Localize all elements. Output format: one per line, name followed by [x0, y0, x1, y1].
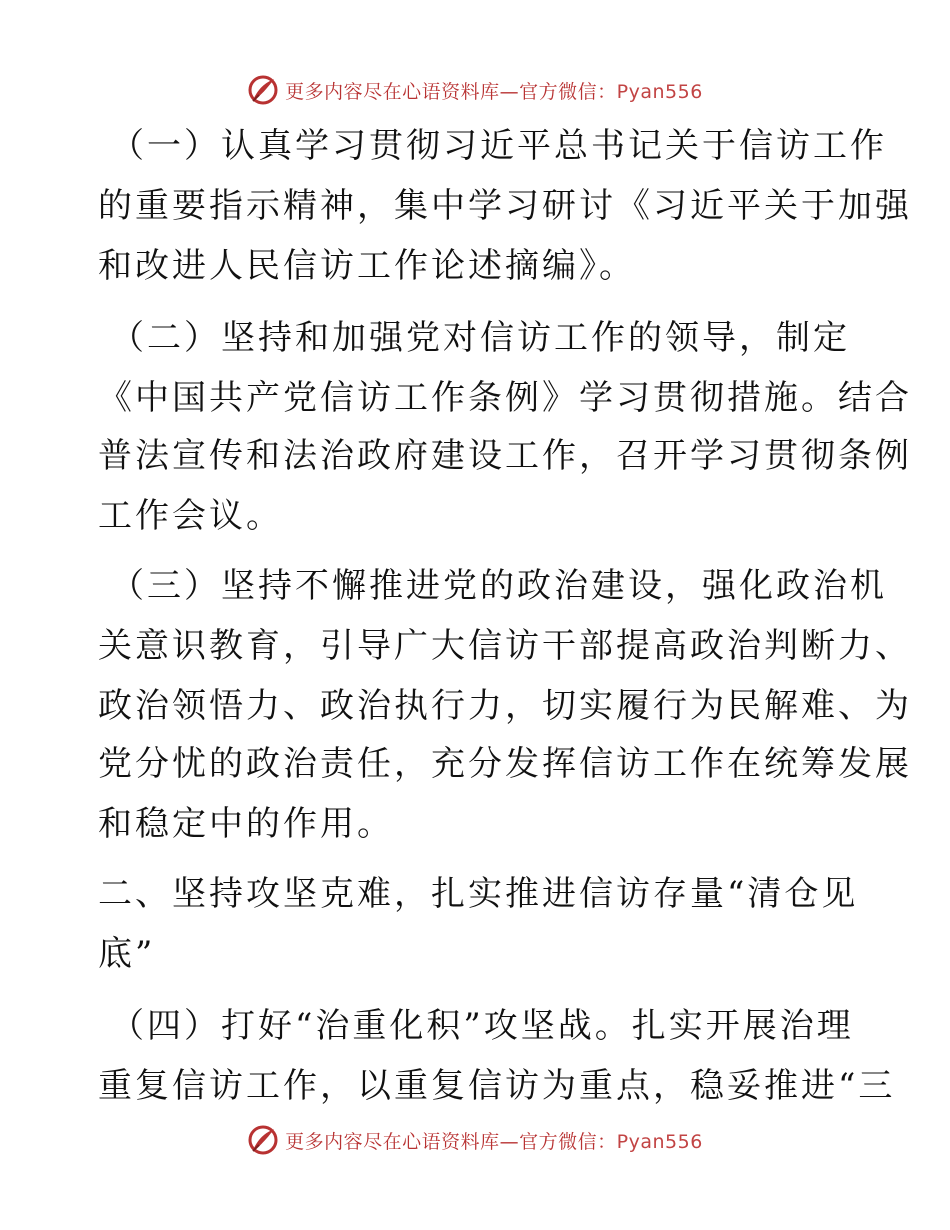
footer-banner-wechat-id: Pyan556: [616, 1130, 703, 1153]
quill-logo-icon: [247, 74, 279, 106]
paragraph-2-line-4: 工作会议。: [98, 496, 283, 536]
footer-banner-text: [285, 1127, 703, 1154]
paragraph-3-line-1: （三）坚持不懈推进党的政治建设，强化政治机: [110, 566, 887, 606]
header-banner-wechat-id: Pyan556: [616, 80, 703, 103]
header-banner-text: [285, 77, 703, 104]
quill-logo-icon: [247, 1124, 279, 1156]
paragraph-1-line-2: 的重要指示精神，集中学习研讨《习近平关于加强: [98, 186, 912, 226]
footer-banner-cn: 更多内容尽在心语资料库—官方微信：: [285, 1130, 617, 1153]
paragraph-3-line-4: 党分忧的政治责任，充分发挥信访工作在统筹发展: [98, 744, 912, 784]
paragraph-2-line-1: （二）坚持和加强党对信访工作的领导，制定: [110, 318, 850, 358]
paragraph-3-line-5: 和稳定中的作用。: [98, 804, 394, 844]
paragraph-2-line-3: 普法宣传和法治政府建设工作，召开学习贯彻条例: [98, 436, 912, 476]
section-heading-line-1: 二、坚持攻坚克难，扎实推进信访存量“清仓见: [98, 874, 859, 914]
paragraph-2-line-2: 《中国共产党信访工作条例》学习贯彻措施。结合: [98, 378, 912, 418]
paragraph-4-line-1: （四）打好“治重化积”攻坚战。扎实开展治理: [110, 1006, 854, 1046]
paragraph-1-line-3: 和改进人民信访工作论述摘编》。: [98, 246, 636, 286]
paragraph-1-line-1: （一）认真学习贯彻习近平总书记关于信访工作: [110, 126, 887, 166]
header-banner: [0, 70, 950, 110]
paragraph-3-line-2: 关意识教育，引导广大信访干部提高政治判断力、: [98, 626, 912, 666]
paragraph-4-line-2: 重复信访工作，以重复信访为重点，稳妥推进“三: [98, 1066, 896, 1106]
footer-banner: [0, 1120, 950, 1160]
section-heading-line-2: 底”: [98, 934, 156, 974]
header-banner-cn: 更多内容尽在心语资料库—官方微信：: [285, 80, 617, 103]
paragraph-3-line-3: 政治领悟力、政治执行力，切实履行为民解难、为: [98, 686, 912, 726]
